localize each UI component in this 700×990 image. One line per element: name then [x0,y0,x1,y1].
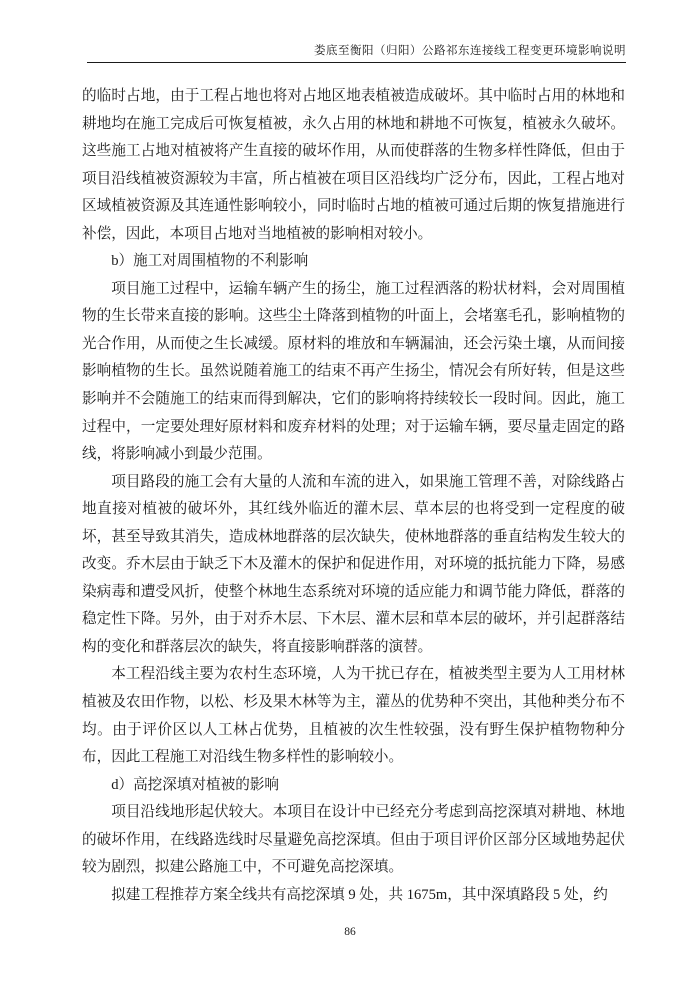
header-title: 娄底至衡阳（归阳）公路祁东连接线工程变更环境影响说明 [314,45,626,57]
document-body [82,83,625,909]
body-paragraph: 项目沿线地形起伏较大。本项目在设计中已经充分考虑到高挖深填对耕地、林地的破坏作用，在线路选线时尽量避免高挖深填。但由于项目评价区部分区域地势起伏较为剧烈，拟建公路施工中，不可避免高挖深填。 [82,804,625,876]
body-paragraph: 项目路段的施工会有大量的人流和车流的进入，如果施工管理不善，对除线路占地直接对植被的破坏外，其红线外临近的灌木层、草本层的也将受到一定程度的破坏，甚至导致其消失，造成林地群落的层次缺失，使林地群落的垂直结构发生较大的改变。乔木层由于缺乏下木及灌木的保护和促进作用，对环境的抵抗能力下降，易感染病毒和遭受风折，使整个林地生态系统对环境的适应能力和调节能力降低，群落的稳定性下降。另外，由于对乔木层、下木层、灌木层和草本层的破坏，并引起群落结构的变化和群落层次的缺失，将直接影响群落的演替。 [82,473,625,655]
section-heading-d: d）高挖深填对植被的影响 [111,776,280,793]
body-paragraph-continuation: 的临时占地，由于工程占地也将对占地区地表植被造成破坏。其中临时占用的林地和耕地均在施工完成后可恢复植被，永久占用的林地和耕地不可恢复，植被永久破坏。这些施工占地对植被将产生直接的破坏作用，从而使群落的生物多样性降低，但由于项目沿线植被资源较为丰富，所占植被在项目区沿线均广泛分布，因此，工程占地对区域植被资源及其连通性影响较小，同时临时占地的植被可通过后期的恢复措施进行补偿，因此，本项目占地对当地植被的影响相对较小。 [82,88,625,242]
page-footer [0,926,700,938]
body-paragraph: 本工程沿线主要为农村生态环境，人为干扰已存在，植被类型主要为人工用材林植被及农田作物，以松、杉及果木林等为主，灌丛的优势种不突出，其他种类分布不均。由于评价区以人工林占优势，且植被的次生性较强，没有野生保护植物物种分布，因此工程施工对沿线生物多样性的影响较小。 [82,666,625,766]
section-heading-b: b）施工对周围植物的不利影响 [111,253,309,270]
page-header [87,42,626,63]
page-number: 86 [344,926,356,938]
body-paragraph: 拟建工程推荐方案全线共有高挖深填 9 处，共 1675m，其中深填路段 5 处，约 [111,886,608,903]
body-paragraph: 项目施工过程中，运输车辆产生的扬尘，施工过程洒落的粉状材料，会对周围植物的生长带来直接的影响。这些尘土降落到植物的叶面上，会堵塞毛孔，影响植物的光合作用，从而使之生长减缓。原材料的堆放和车辆漏油，还会污染土壤，从而间接影响植物的生长。虽然说随着施工的结束不再产生扬尘，情况会有所好转，但是这些影响并不会随施工的结束而得到解决，它们的影响将持续较长一段时间。因此，施工过程中，一定要处理好原材料和废弃材料的处理；对于运输车辆，要尽量走固定的路线，将影响减小到最少范围。 [82,280,625,463]
